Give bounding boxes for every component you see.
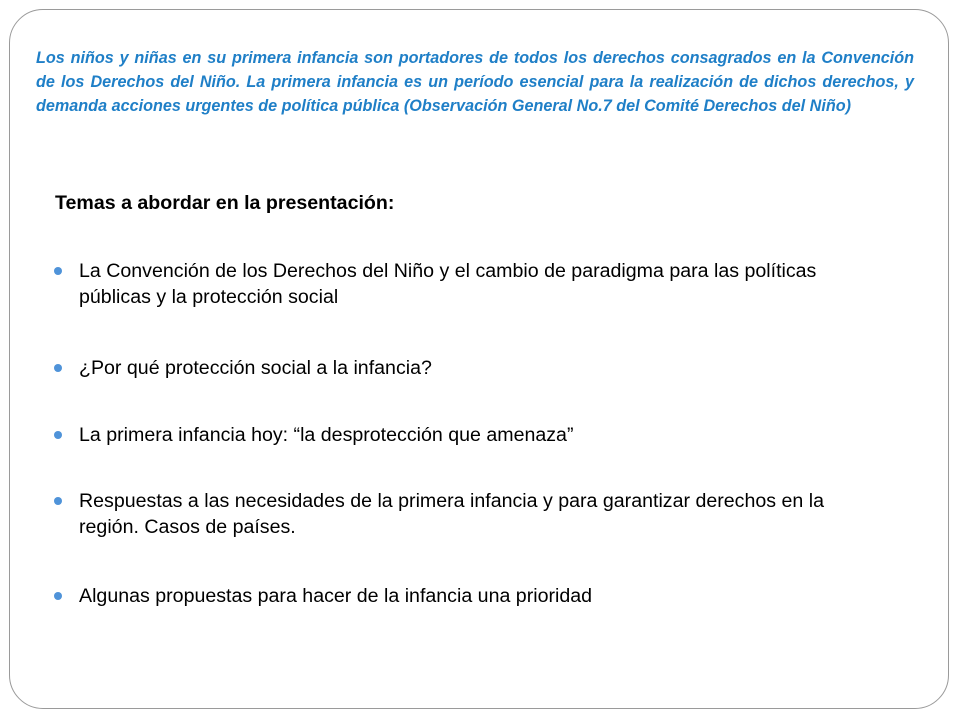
topic-text: ¿Por qué protección social a la infancia? — [79, 357, 432, 379]
bullet-icon — [54, 364, 62, 372]
section-heading: Temas a abordar en la presentación: — [55, 192, 395, 214]
topic-text: Respuestas a las necesidades de la primera infancia y para garantizar derechos en la región. Casos de países. — [79, 490, 824, 538]
bullet-icon — [54, 592, 62, 600]
bullet-icon — [54, 431, 62, 439]
bullet-icon — [54, 497, 62, 505]
topic-text: Algunas propuestas para hacer de la infancia una prioridad — [79, 585, 593, 607]
intro-quote: Los niños y niñas en su primera infancia son portadores de todos los derechos consagrados en la Convención de los Derechos del Niño. La primera infancia es un período esencial para la realización de dichos derechos, y demanda acciones urgentes de política pública (Observación General No.7 del Comité Derechos del Niño) — [36, 49, 914, 115]
bullet-icon — [54, 267, 62, 275]
topic-text: La primera infancia hoy: “la desprotección que amenaza” — [79, 424, 574, 446]
topic-text: La Convención de los Derechos del Niño y el cambio de paradigma para las políticas públicas y la protección social — [79, 260, 817, 308]
